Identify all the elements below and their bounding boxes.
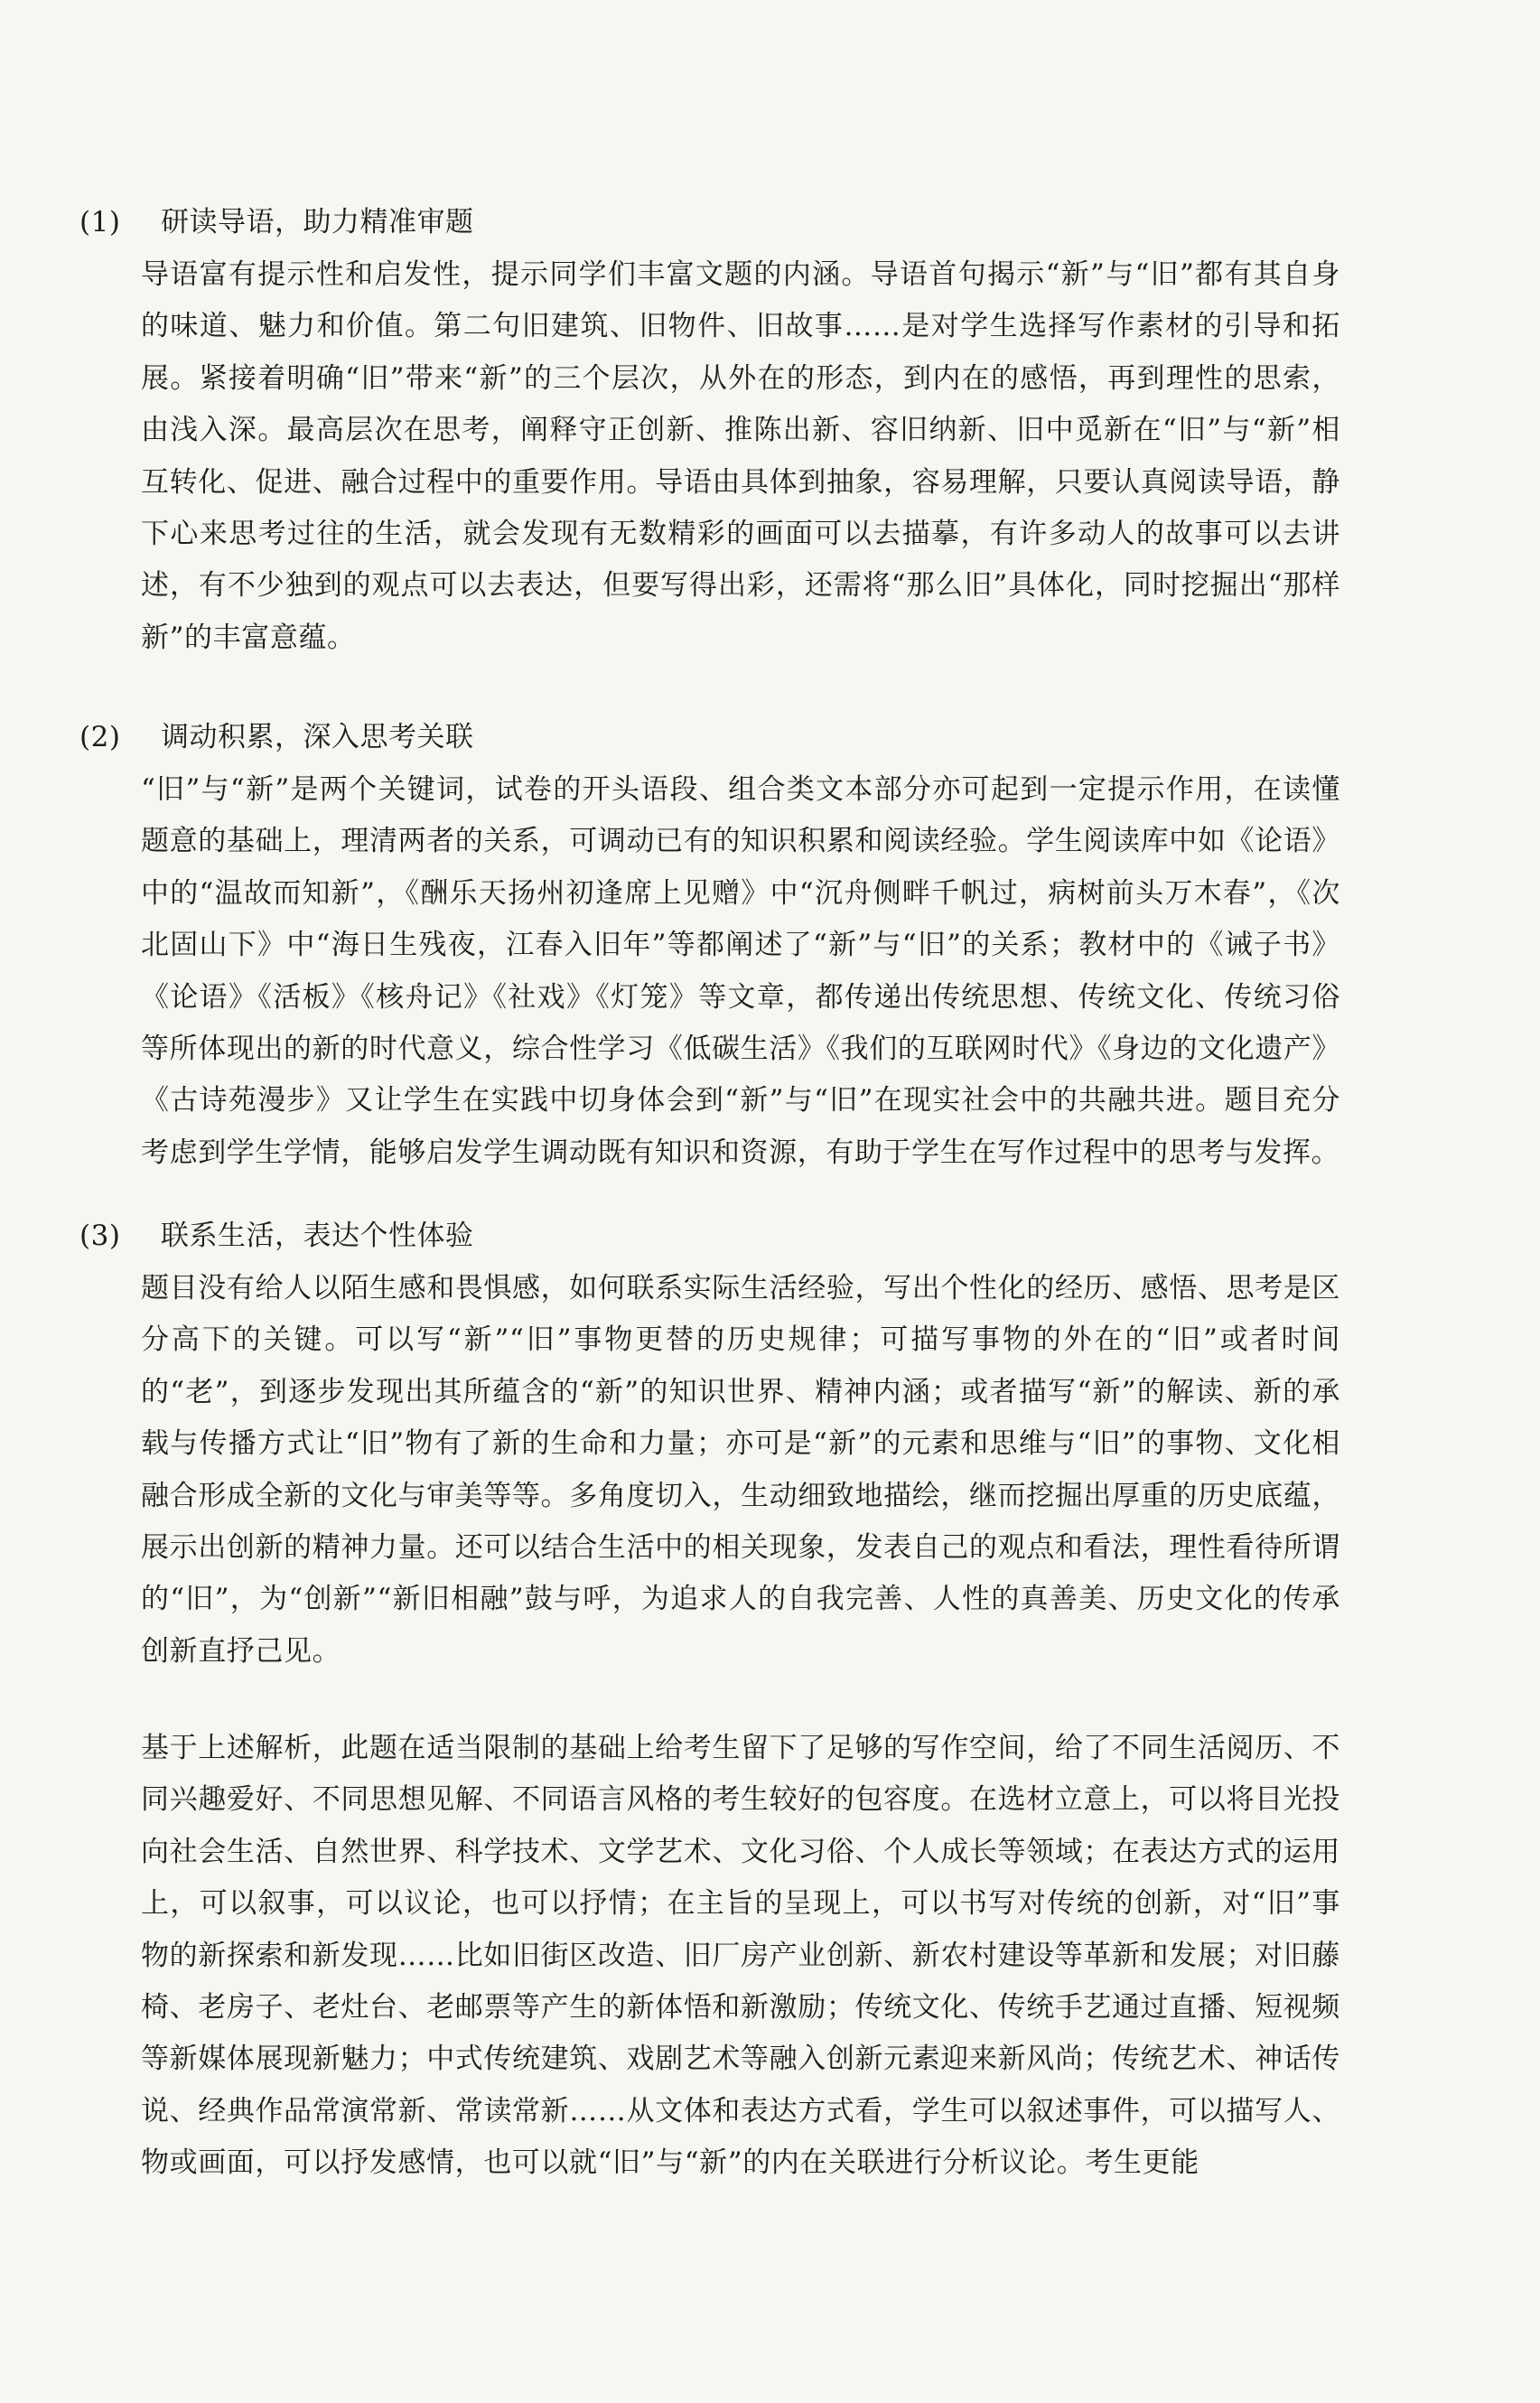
section-number: (2) (79, 721, 121, 753)
section-paragraph-2: “旧”与“新”是两个关键词，试卷的开头语段、组合类文本部分亦可起到一定提示作用，在读懂题意的基础上，理清两者的关系，可调动已有的知识积累和阅读经验。学生阅读库中如《论语》中的“温故而知新”，《酬乐天扬州初逢席上见赠》中“沉舟侧畔千帆过，病树前头万木春”，《次北固山下》中“海日生残夜，江春入旧年”等都阐述了“新”与“旧”的关系；教材中的《诫子书》《论语》《活板》《核舟记》《社戏》《灯笼》等文章，都传递出传统思想、传统文化、传统习俗等所体现出的新的时代意义，综合性学习《低碳生活》《我们的互联网时代》《身边的文化遗产》《古诗苑漫步》又让学生在实践中切身体会到“新”与“旧”在现实社会中的共融共进。题目充分考虑到学生学情，能够启发学生调动既有知识和资源，有助于学生在写作过程中的思考与发挥。 (141, 773, 1340, 1169)
section-title: 调动积累，深入思考关联 (161, 721, 474, 753)
section-paragraph-3: 题目没有给人以陌生感和畏惧感，如何联系实际生活经验，写出个性化的经历、感悟、思考是区分高下的关键。可以写“新”“旧”事物更替的历史规律；可描写事物的外在的“旧”或者时间的“老”，到逐步发现出其所蕴含的“新”的知识世界、精神内涵；或者描写“新”的解读、新的承载与传播方式让“旧”物有了新的生命和力量；亦可是“新”的元素和思维与“旧”的事物、文化相融合形成全新的文化与审美等等。多角度切入，生动细致地描绘，继而挖掘出厚重的历史底蕴，展示出创新的精神力量。还可以结合生活中的相关现象，发表自己的观点和看法，理性看待所谓的“旧”，为“创新”“新旧相融”鼓与呼，为追求人的自我完善、人性的真善美、历史文化的传承创新直抒己见。 (141, 1272, 1340, 1668)
section-paragraph-1: 导语富有提示性和启发性，提示同学们丰富文题的内涵。导语首句揭示“新”与“旧”都有其自身的味道、魅力和价值。第二句旧建筑、旧物件、旧故事……是对学生选择写作素材的引导和拓展。紧接着明确“旧”带来“新”的三个层次，从外在的形态，到内在的感悟，再到理性的思索，由浅入深。最高层次在思考，阐释守正创新、推陈出新、容旧纳新、旧中觅新在“旧”与“新”相互转化、促进、融合过程中的重要作用。导语由具体到抽象，容易理解，只要认真阅读导语，静下心来思考过往的生活，就会发现有无数精彩的画面可以去描摹，有许多动人的故事可以去讲述，有不少独到的观点可以去表达，但要写得出彩，还需将“那么旧”具体化，同时挖掘出“那样新”的丰富意蕴。 (141, 258, 1340, 654)
closing-paragraph: 基于上述解析，此题在适当限制的基础上给考生留下了足够的写作空间，给了不同生活阅历、不同兴趣爱好、不同思想见解、不同语言风格的考生较好的包容度。在选材立意上，可以将目光投向社会生活、自然世界、科学技术、文学艺术、文化习俗、个人成长等领域；在表达方式的运用上，可以叙事，可以议论，也可以抒情；在主旨的呈现上，可以书写对传统的创新，对“旧”事物的新探索和新发现……比如旧街区改造、旧厂房产业创新、新农村建设等革新和发展；对旧藤椅、老房子、老灶台、老邮票等产生的新体悟和新激励；传统文化、传统手艺通过直播、短视频等新媒体展现新魅力；中式传统建筑、戏剧艺术等融入创新元素迎来新风尚；传统艺术、神话传说、经典作品常演常新、常读常新……从文体和表达方式看，学生可以叙述事件，可以描写人、物或画面，可以抒发感情，也可以就“旧”与“新”的内在关联进行分析议论。考生更能 (141, 1732, 1340, 2180)
section-title: 研读导语，助力精准审题 (161, 206, 474, 238)
section-title: 联系生活，表达个性体验 (161, 1220, 474, 1252)
section-number: (1) (79, 206, 121, 238)
section-heading-1 (79, 204, 474, 240)
section-number: (3) (79, 1220, 121, 1252)
section-heading-2 (79, 719, 474, 755)
section-heading-3 (79, 1218, 474, 1254)
